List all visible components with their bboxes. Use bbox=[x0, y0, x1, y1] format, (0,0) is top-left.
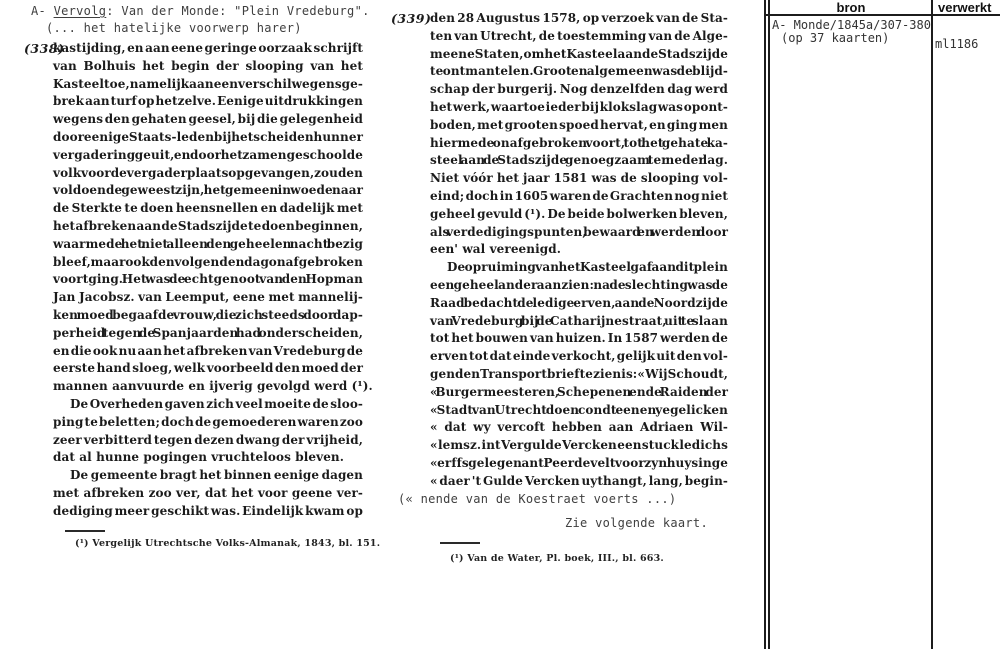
print-text-line bbox=[430, 330, 728, 348]
print-text-line-content: voldoende geweest zijn, het gemeen in woede naar bbox=[53, 183, 363, 198]
print-text-line bbox=[53, 129, 363, 147]
print-text-line bbox=[430, 81, 728, 99]
print-text-line-content: het afbreken aan de Stadszijde te doen beginnen, bbox=[53, 218, 363, 233]
print-text-line-content: eind; doch in 1605 waren de Grachten nog niet bbox=[430, 188, 728, 203]
print-text-line bbox=[53, 289, 363, 307]
typed-header-prefix: A- bbox=[31, 4, 54, 18]
print-text-line bbox=[53, 40, 363, 58]
print-text-line-content: door eenige Staats-leden bij het scheiden hunner bbox=[53, 129, 363, 144]
print-text-line-content: De Overheden gaven zich veel moeite de sloo- bbox=[70, 396, 363, 411]
table-cell-bron-line2: (op 37 kaarten) bbox=[781, 31, 890, 45]
print-text-line-content: kastijding, en aan eene geringe oorzaak schrijft bbox=[53, 41, 363, 55]
print-text-line-content: De gemeente bragt het binnen eenige dagen bbox=[70, 468, 363, 483]
right-text-column bbox=[430, 10, 728, 491]
typed-header-line2: (... het hatelijke voorwerp harer) bbox=[46, 20, 302, 35]
print-text-line bbox=[430, 455, 728, 473]
print-text-line-content: ken moed begaafde vrouw, die zich steeds door dap- bbox=[53, 307, 363, 322]
print-text-line-content: Jan Jacobsz. van Leemput, eene met mannelij- bbox=[53, 290, 363, 305]
print-text-line bbox=[53, 378, 373, 396]
print-text-line bbox=[430, 366, 728, 384]
print-text-line bbox=[53, 485, 363, 503]
print-text-line-content: Kasteel toe, namelijk aan een verschil wegens ge- bbox=[53, 76, 363, 91]
footnote-left: (¹) Vergelijk Utrechtsche Volks-Almanak, 1843, bl. 151. bbox=[75, 538, 381, 549]
print-text-line-content: van Vredeburg bij de Catharijnestraat, uit te slaan bbox=[430, 313, 728, 328]
print-text-line-content: schap der burgerij. Nog denzelfden dag werd bbox=[430, 82, 728, 97]
print-text-line bbox=[53, 147, 363, 165]
print-text-line bbox=[53, 307, 363, 325]
print-text-line bbox=[53, 165, 363, 183]
print-text-line-content: Niet vóór het jaar 1581 was de slooping vol- bbox=[430, 171, 728, 186]
print-text-line-content: ping te beletten; doch de gemoederen waren zoo bbox=[53, 414, 363, 429]
print-text-line bbox=[430, 63, 728, 81]
print-text-line bbox=[430, 402, 728, 420]
print-text-line-content: een geheel ander aanzien: na de slechting was de bbox=[430, 277, 728, 292]
print-text-line bbox=[53, 432, 363, 450]
print-text-line-content: volk voor de vergaderplaats opgevangen, zouden bbox=[53, 165, 363, 180]
print-text-line-content: brek aan turf op hetzelve. Eenige uitdrukkingen bbox=[53, 94, 363, 109]
print-text-line-content: « erffs gelegen ant Peerdevelt voor zyn huysinge bbox=[430, 455, 728, 470]
print-text-line-content: erven tot dat einde verkocht, gelijk uit den vol- bbox=[430, 349, 728, 364]
print-text-line-content: « lemsz. int Vergulde Vercken een stuck ledichs bbox=[430, 438, 728, 453]
print-text-line bbox=[430, 28, 728, 46]
footnote-right: (¹) Van de Water, Pl. boek, III., bl. 663. bbox=[450, 553, 664, 564]
print-text-line-content: het werk, waartoe ieder bij klokslag was opont- bbox=[430, 99, 728, 114]
print-text-line-content: zeer verbitterd tegen dezen dwang der vrijheid, bbox=[53, 432, 363, 447]
print-text-line bbox=[53, 254, 363, 272]
print-text-line-content: « Burgermeesteren, Schepenen ende Raiden der bbox=[430, 384, 728, 399]
print-text-line bbox=[53, 271, 363, 289]
table-cell-bron-line1: A- Monde/1845a/307-380 bbox=[772, 18, 931, 32]
left-text-column bbox=[53, 40, 373, 521]
paragraph-number-338: (338) bbox=[24, 41, 65, 56]
typed-continuation-annotation: (« nende van de Koestraet voerts ...) bbox=[398, 492, 677, 506]
print-text-line bbox=[53, 111, 363, 129]
print-text-line bbox=[53, 414, 363, 432]
print-text-line bbox=[430, 419, 728, 437]
print-text-line bbox=[430, 295, 728, 313]
print-text-line bbox=[430, 99, 728, 117]
print-text-line bbox=[53, 467, 363, 485]
print-text-line-content: eerste hand sloeg, welk voorbeeld den moed der bbox=[53, 361, 363, 376]
table-left-border-outer bbox=[764, 0, 766, 649]
print-text-line bbox=[53, 396, 363, 414]
table-cell-verwerkt: ml1186 bbox=[935, 37, 979, 51]
typed-header-annotation bbox=[31, 3, 370, 36]
print-text-line-content: genden Transportbrief te zien is: « Wij Schoudt, bbox=[430, 366, 728, 381]
print-text-line-content: met afbreken zoo ver, dat het voor geene ver- bbox=[53, 485, 363, 500]
footnote-rule-right bbox=[440, 542, 480, 544]
print-text-line-content: wegens den gehaten geesel, bij die gelegenheid bbox=[53, 112, 363, 127]
print-text-line-content: « Stadt van Utrecht doen condt eenen yegelicken bbox=[430, 402, 728, 417]
print-text-line-content: tot het bouwen van huizen. In 1587 werden de bbox=[430, 331, 728, 346]
print-text-line-content: van Bolhuis het begin der slooping van het bbox=[53, 58, 363, 73]
print-text-line bbox=[430, 135, 728, 153]
typed-see-next-map-note: Zie volgende kaart. bbox=[565, 516, 708, 530]
print-text-line-content: voortging. Het was de echtgenoot van den Hopman bbox=[53, 272, 363, 287]
print-text-line bbox=[53, 58, 363, 76]
typed-header-underlined-word: Vervolg bbox=[53, 4, 107, 18]
print-text-line bbox=[430, 384, 728, 402]
print-text-line-content: de Sterkte te doen heensnellen en dadelijk met bbox=[53, 201, 363, 216]
print-text-line-content: dediging meer geschikt was. Eindelijk kwam op bbox=[53, 503, 363, 518]
print-text-line bbox=[53, 449, 363, 467]
print-text-line-content: vergadering geuit, en door het zamengeschoolde bbox=[53, 147, 363, 162]
print-text-line bbox=[53, 200, 363, 218]
table-header-bron: bron bbox=[836, 0, 866, 15]
print-text-line bbox=[430, 259, 728, 277]
table-left-border-inner bbox=[768, 0, 770, 649]
print-text-line-content: « daer 't Gulde Vercken uythangt, lang, begin- bbox=[430, 473, 728, 488]
print-text-line-content: meene Staten, om het Kasteel aan de Stadszijde bbox=[430, 46, 728, 61]
print-text-line bbox=[430, 313, 728, 331]
table-header-verwerkt: verwerkt bbox=[938, 0, 992, 15]
print-text-line-content: te ontmantelen. Groot en algemeen was de blijd- bbox=[430, 64, 728, 79]
print-text-line-content: een' wal vereenigd. bbox=[430, 242, 562, 257]
print-text-line-content: « dat wy vercoft hebben aan Adriaen Wil- bbox=[430, 420, 728, 435]
print-text-line bbox=[53, 93, 363, 111]
print-text-line bbox=[430, 473, 728, 491]
print-text-line-content: den 28 Augustus 1578, op verzoek van de Sta- bbox=[430, 11, 728, 25]
print-text-line bbox=[53, 503, 363, 521]
print-text-line bbox=[53, 325, 363, 343]
print-text-line bbox=[430, 277, 728, 295]
print-text-line-content: geheel gevuld (¹). De beide bolwerken bleven, bbox=[430, 206, 728, 221]
print-text-line-content: steel aan de Stadszijde genoegzaam ter neder lag. bbox=[430, 153, 728, 168]
table-column-divider bbox=[931, 0, 933, 649]
print-text-line-content: hiermede onafgebroken voort, tot het gehate ka- bbox=[430, 135, 728, 150]
typed-header-rest: : Van der Monde: "Plein Vredeburg". bbox=[106, 4, 370, 18]
print-text-line-content: boden, met grooten spoed hervat, en ging men bbox=[430, 117, 728, 132]
print-text-line bbox=[53, 218, 363, 236]
print-text-line bbox=[430, 10, 728, 28]
print-text-line-content: en die ook nu aan het afbreken van Vredeburg de bbox=[53, 343, 363, 358]
print-text-line-content: De opruiming van het Kasteel gaf aan dit plein bbox=[447, 260, 728, 275]
print-text-line bbox=[430, 437, 728, 455]
print-text-line bbox=[430, 117, 728, 135]
print-text-line bbox=[430, 188, 728, 206]
print-text-line bbox=[53, 76, 363, 94]
print-text-line-content: waarmede het niet alleen den geheelen nacht bezig bbox=[53, 236, 363, 251]
paragraph-number-339: (339) bbox=[391, 11, 432, 26]
print-text-line bbox=[430, 241, 728, 259]
print-text-line bbox=[53, 182, 363, 200]
print-text-line bbox=[53, 236, 363, 254]
print-text-line bbox=[430, 170, 728, 188]
print-text-line bbox=[53, 343, 363, 361]
print-text-line-content: mannen aanvuurde en ijverig gevolgd werd (¹). bbox=[53, 379, 373, 394]
footnote-rule-left bbox=[65, 530, 105, 532]
print-text-line-content: dat al hunne pogingen vruchteloos bleven. bbox=[53, 450, 345, 465]
print-text-line bbox=[430, 46, 728, 64]
print-text-line bbox=[53, 360, 363, 378]
print-text-line bbox=[430, 206, 728, 224]
typed-header-line1 bbox=[31, 3, 370, 20]
print-text-line-content: als verdedigingspunten, bewaard en werden door bbox=[430, 224, 728, 239]
print-text-line bbox=[430, 224, 728, 242]
print-text-line-content: Raad bedacht de ledige erven, aan de Noordzijde bbox=[430, 295, 728, 310]
print-text-line-content: ten van Utrecht, de toestemming van de Alge- bbox=[430, 28, 728, 43]
print-text-line bbox=[430, 152, 728, 170]
print-text-line-content: perheid tegen de Spanjaarden had onderscheiden, bbox=[53, 325, 363, 340]
print-text-line bbox=[430, 348, 728, 366]
print-text-line-content: bleef, maar ook den volgenden dag onafgebroken bbox=[53, 254, 363, 269]
